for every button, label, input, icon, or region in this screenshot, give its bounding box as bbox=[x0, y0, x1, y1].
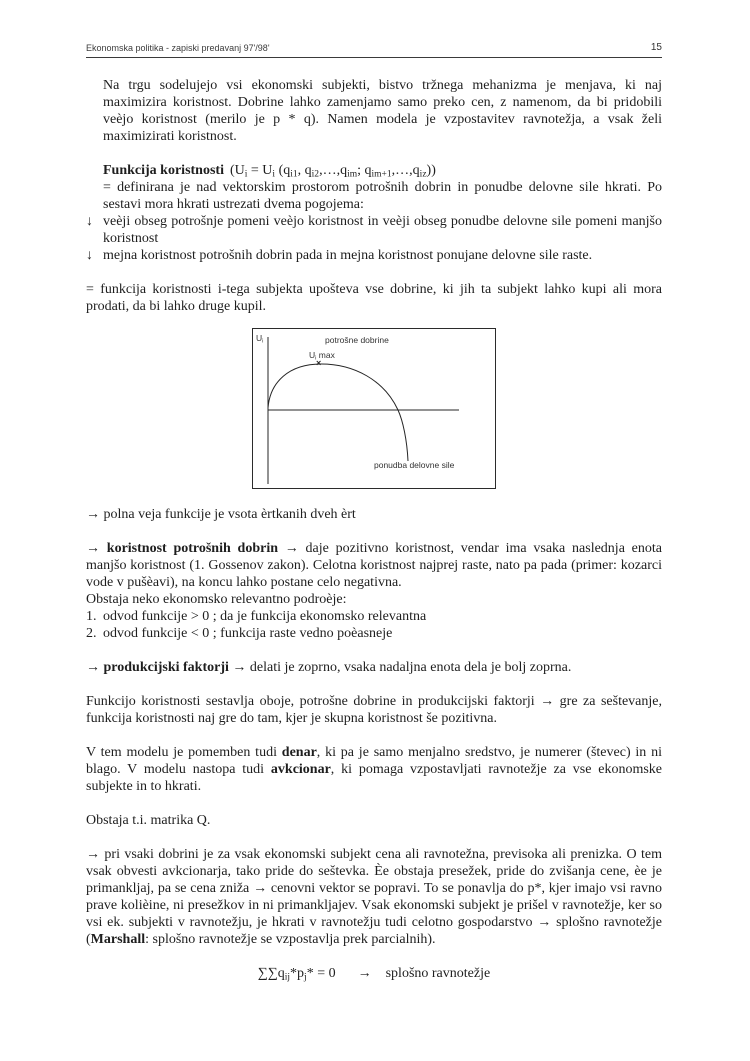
production-bold-term: produkcijski faktorji bbox=[103, 660, 229, 675]
list-number: 2. bbox=[86, 626, 97, 641]
u-max-label: $U_i$ max bbox=[309, 350, 335, 362]
consumption-bold-term: koristnost potrošnih dobrin bbox=[106, 541, 278, 556]
utility-function-heading-line bbox=[103, 162, 662, 179]
money-bold-term: denar bbox=[281, 745, 317, 760]
labor-supply-label: ponudba delovne sile bbox=[374, 460, 455, 470]
combination-paragraph: Funkcijo koristnosti sestavlja oboje, potrošne dobrine in produkcijski faktorji → gre za seštevanje, funkcija koristnosti naj gre do tam, kjer je skupna koristnost še pozitivna. bbox=[86, 694, 662, 726]
equilibrium-paragraph: → pri vsaki dobrini je za vsak ekonomski subjekt cena ali ravnotežna, previsoka ali prenizka. O tem vsak obvesti avkcionarja, tako pride do seštevka. Èe obstaja presežek, pride do zvišanja cene, èe je primankljaj, pa se cena zniža → cenovni vektor se popravi. To se ponavlja do p*, kjer imajo vsi ravno prave kolièine, ni presežkov in ni primankljajev. Vsak ekonomski subjekt je prišel v ravnotežje, ker so vsi ek. subjekti v ravnotežju, je hkrati v ravnotežju tudi celotno gospodarstvo → splošno ravnotežje (Marshall: splošno ravnotežje se vzpostavlja prek parcialnih). bbox=[86, 847, 662, 947]
utility-curve-figure bbox=[252, 328, 496, 489]
document-body bbox=[86, 77, 662, 982]
page-number: 15 bbox=[650, 42, 662, 53]
relevant-area-line: Obstaja neko ekonomsko relevantno podroèje: bbox=[86, 592, 347, 607]
derivative-text-2: odvod funkcije < 0 ; funkcija raste vedno poèasneje bbox=[103, 626, 393, 641]
marshall-bold-term: Marshall bbox=[90, 932, 146, 947]
equation-expression: $\sum\sum q_{ij}*p_j* = 0$ bbox=[257, 966, 336, 983]
right-arrow-icon: → bbox=[86, 660, 104, 675]
consumption-paragraph: → koristnost potrošnih dobrin → daje pozitivno koristnost, vendar ima vsaka naslednja enota manjšo koristnost (1. Gossenov zakon). Celotna koristnost najprej raste, nato pa pada (primer: kozarci vode v pušèavi), na koncu lahko postane celo negativna. bbox=[86, 541, 662, 590]
matrix-line: Obstaja t.i. matrika Q. bbox=[86, 813, 211, 828]
utility-curve bbox=[268, 364, 408, 461]
derivative-text-1: odvod funkcije > 0 ; da je funkcija ekonomsko relevantna bbox=[103, 609, 427, 624]
condition-text-1: veèji obseg potrošnje pomeni veèjo koristnost in veèji obseg ponudbe delovne sile pomeni manjšo koristnost bbox=[103, 214, 662, 246]
down-arrow-icon: ↓ bbox=[86, 214, 93, 229]
utility-function-heading: Funkcija koristnosti bbox=[103, 163, 224, 178]
condition-item-2 bbox=[86, 247, 662, 264]
consumer-goods-label: potrošne dobrine bbox=[325, 335, 389, 345]
list-number: 1. bbox=[86, 609, 97, 624]
production-factors-line: → produkcijski faktorji → delati je zoprno, vsaka nadaljna enota dela je bolj zoprna. bbox=[86, 660, 572, 675]
utility-function-note: = funkcija koristnosti i-tega subjekta upošteva vse dobrine, ki jih ta subjekt lahko kupi ali mora prodati, da bi lahko druge kupil. bbox=[86, 282, 662, 314]
derivative-item-2 bbox=[86, 625, 662, 642]
condition-item-1 bbox=[86, 213, 662, 247]
intro-paragraph: Na trgu sodelujejo vsi ekonomski subjekti, bistvo tržnega mehanizma je menjava, ki naj maximizira koristnost. Dobrine lahko zamenjamo samo preko cen, z namenom, da bi pridobili veèjo koristnost (merilo je p * q). Namen modela je vzpostavitev ravnotežja, a vsak želi maximizirati koristnost. bbox=[103, 78, 662, 144]
auctioneer-bold-term: avkcionar bbox=[270, 762, 331, 777]
down-arrow-icon: ↓ bbox=[86, 248, 93, 263]
equation-label: splošno ravnotežje bbox=[385, 966, 491, 981]
page-header bbox=[86, 42, 662, 58]
running-header-title: Ekonomska politika - zapiski predavanj 97'/98' bbox=[86, 43, 270, 53]
utility-function-section bbox=[86, 162, 662, 264]
utility-function-definition: = definirana je nad vektorskim prostorom potrošnih dobrin in ponudbe delovne sile hkrati. Po sestavi mora hkrati ustrezati dvema pogojema: bbox=[103, 180, 662, 212]
consumption-goods-section bbox=[86, 540, 662, 642]
condition-text-2: mejna koristnost potrošnih dobrin pada in mejna koristnost ponujane delovne sile raste. bbox=[103, 248, 593, 263]
y-axis-label: $U_i$ bbox=[256, 333, 264, 345]
right-arrow-icon: → bbox=[86, 541, 107, 556]
full-branch-note: → polna veja funkcije je vsota èrtkanih dveh èrt bbox=[86, 507, 356, 522]
right-arrow-icon: → bbox=[357, 966, 372, 981]
money-paragraph: V tem modelu je pomemben tudi denar, ki pa je samo menjalno sredstvo, je numerer (števec) in ni blago. V modelu nastopa tudi avkcionar, ki pomaga vzpostavljati ravnotežje za vse ekonomske subjekte in to hkrati. bbox=[86, 745, 663, 794]
utility-function-formula: ($U_i = U_i$ ($q_{i1}$, $q_{i2},\dots,q_{im}$; $q_{im+1},\dots,q_{iz}$)) bbox=[229, 163, 436, 180]
equilibrium-equation bbox=[86, 965, 662, 982]
peak-marker: × bbox=[316, 358, 322, 368]
derivative-item-1 bbox=[86, 608, 662, 625]
